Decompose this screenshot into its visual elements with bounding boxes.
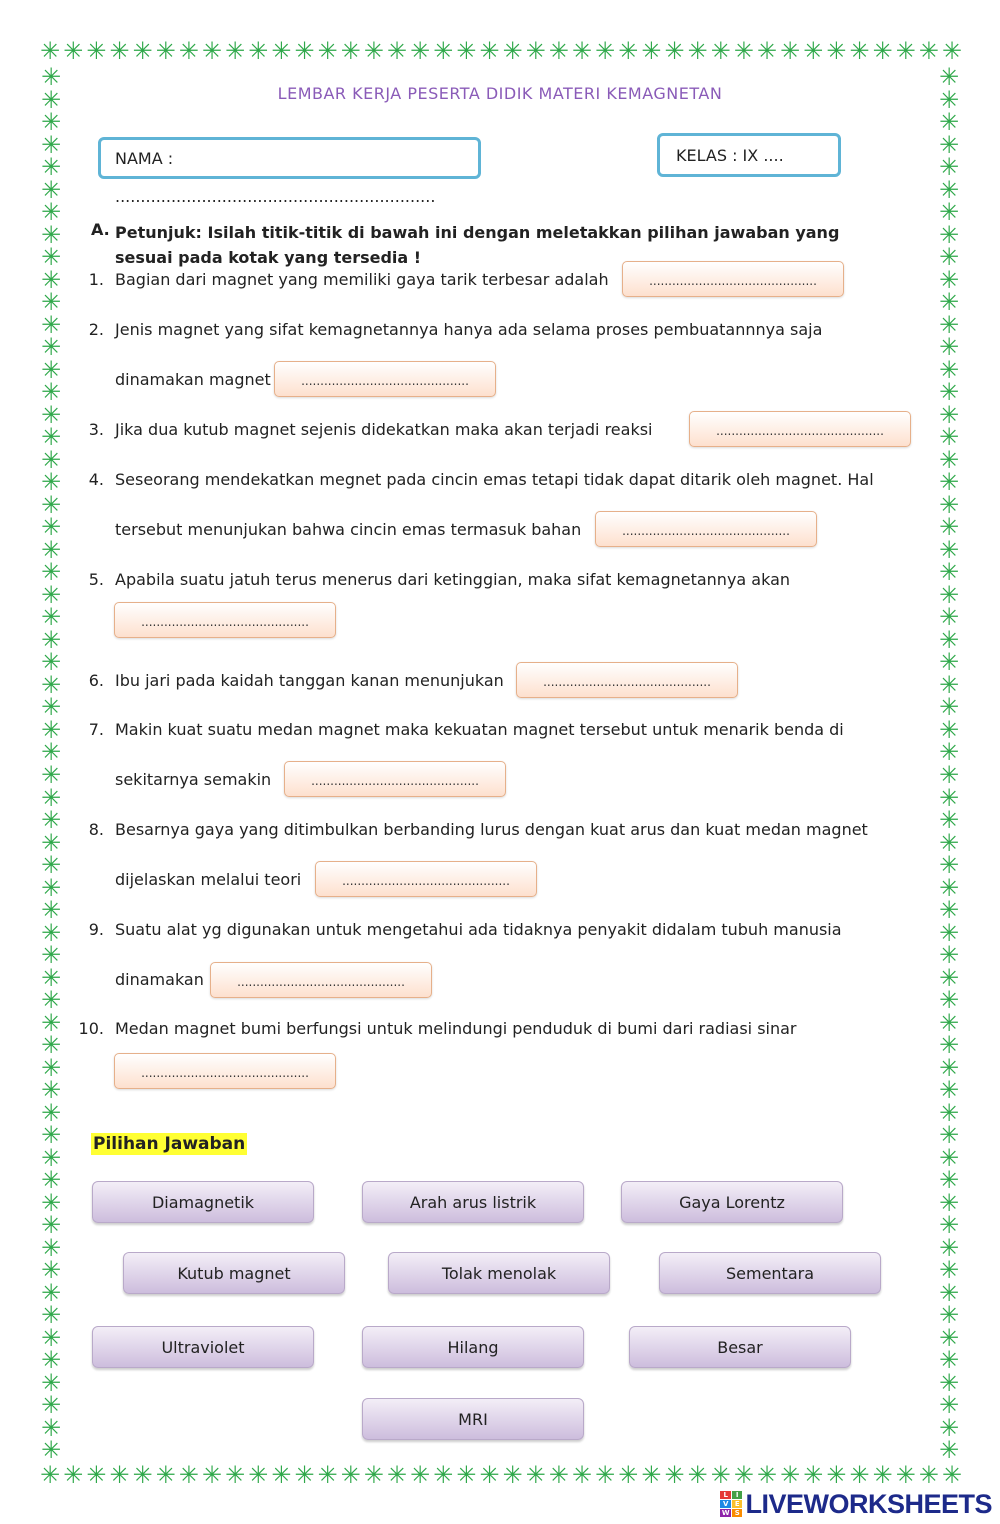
border-star-icon: ✳ xyxy=(40,265,62,294)
border-star-icon: ✳ xyxy=(363,1462,384,1488)
question-text: Suatu alat yg digunakan untuk mengetahui ada tidaknya penyakit didalam tubuh manusia xyxy=(115,920,842,939)
border-star-icon: ✳ xyxy=(40,1391,62,1420)
border-star-icon: ✳ xyxy=(938,378,960,407)
border-star-icon: ✳ xyxy=(872,38,893,64)
border-star-icon: ✳ xyxy=(938,783,960,812)
border-star-icon: ✳ xyxy=(548,1462,569,1488)
border-star-icon: ✳ xyxy=(938,153,960,182)
choice-chip[interactable]: Kutub magnet xyxy=(123,1252,345,1294)
border-star-icon: ✳ xyxy=(225,1462,246,1488)
border-star-icon: ✳ xyxy=(687,1462,708,1488)
border-star-icon: ✳ xyxy=(40,1233,62,1262)
border-star-icon: ✳ xyxy=(780,1462,801,1488)
border-star-icon: ✳ xyxy=(938,333,960,362)
question-text: Ibu jari pada kaidah tanggan kanan menunjukan xyxy=(115,671,504,690)
answer-box-4[interactable]: ............................................ xyxy=(595,511,817,547)
border-star-icon: ✳ xyxy=(40,220,62,249)
answer-box-8[interactable]: ............................................ xyxy=(315,861,537,897)
border-star-icon: ✳ xyxy=(938,400,960,429)
border-star-icon: ✳ xyxy=(938,288,960,317)
border-star-icon: ✳ xyxy=(86,1462,107,1488)
logo-tile: S xyxy=(732,1509,743,1517)
border-star-icon: ✳ xyxy=(918,38,939,64)
border-star-icon: ✳ xyxy=(40,1462,61,1488)
answer-box-6[interactable]: ............................................ xyxy=(516,662,738,698)
border-star-icon: ✳ xyxy=(178,38,199,64)
border-star-icon: ✳ xyxy=(40,783,62,812)
border-star-icon: ✳ xyxy=(938,1278,960,1307)
border-bottom xyxy=(40,1462,962,1488)
border-star-icon: ✳ xyxy=(40,400,62,429)
choice-chip[interactable]: Besar xyxy=(629,1326,851,1368)
border-star-icon: ✳ xyxy=(63,38,84,64)
border-star-icon: ✳ xyxy=(938,535,960,564)
border-star-icon: ✳ xyxy=(40,108,62,137)
question-text-continued: tersebut menunjukan bahwa cincin emas termasuk bahan xyxy=(115,520,582,539)
border-star-icon: ✳ xyxy=(40,648,62,677)
border-star-icon: ✳ xyxy=(40,1188,62,1217)
choices-heading: Pilihan Jawaban xyxy=(93,1134,246,1154)
border-star-icon: ✳ xyxy=(525,38,546,64)
border-star-icon: ✳ xyxy=(40,963,62,992)
border-star-icon: ✳ xyxy=(710,38,731,64)
border-star-icon: ✳ xyxy=(40,670,62,699)
border-star-icon: ✳ xyxy=(938,603,960,632)
question-number: 8. xyxy=(88,820,104,839)
border-star-icon: ✳ xyxy=(40,1008,62,1037)
border-star-icon: ✳ xyxy=(109,1462,130,1488)
question-text: Jika dua kutub magnet sejenis didekatkan maka akan terjadi reaksi xyxy=(115,420,653,439)
border-left xyxy=(38,66,64,1462)
question-text-continued: dinamakan xyxy=(115,970,204,989)
border-star-icon: ✳ xyxy=(938,941,960,970)
border-star-icon: ✳ xyxy=(938,66,960,91)
border-star-icon: ✳ xyxy=(938,1076,960,1105)
border-star-icon: ✳ xyxy=(941,1462,962,1488)
border-star-icon: ✳ xyxy=(641,38,662,64)
border-star-icon: ✳ xyxy=(248,38,269,64)
border-star-icon: ✳ xyxy=(664,1462,685,1488)
border-star-icon: ✳ xyxy=(40,513,62,542)
border-star-icon: ✳ xyxy=(618,38,639,64)
border-star-icon: ✳ xyxy=(618,1462,639,1488)
question-text: Makin kuat suatu medan magnet maka kekuatan magnet tersebut untuk menarik benda di xyxy=(115,720,844,739)
border-star-icon: ✳ xyxy=(317,38,338,64)
border-star-icon: ✳ xyxy=(225,38,246,64)
border-star-icon: ✳ xyxy=(479,38,500,64)
border-star-icon: ✳ xyxy=(938,806,960,835)
border-star-icon: ✳ xyxy=(938,1008,960,1037)
border-star-icon: ✳ xyxy=(938,423,960,452)
border-star-icon: ✳ xyxy=(248,1462,269,1488)
border-star-icon: ✳ xyxy=(938,310,960,339)
border-star-icon: ✳ xyxy=(40,941,62,970)
border-star-icon: ✳ xyxy=(40,1256,62,1285)
border-star-icon: ✳ xyxy=(938,828,960,857)
border-star-icon: ✳ xyxy=(938,1391,960,1420)
border-star-icon: ✳ xyxy=(132,38,153,64)
border-star-icon: ✳ xyxy=(938,1346,960,1375)
question-text: Seseorang mendekatkan megnet pada cincin emas tetapi tidak dapat ditarik oleh magnet. Hal xyxy=(115,470,874,489)
border-star-icon: ✳ xyxy=(386,1462,407,1488)
logo-tile: V xyxy=(720,1500,731,1508)
border-star-icon: ✳ xyxy=(40,333,62,362)
border-star-icon: ✳ xyxy=(40,1166,62,1195)
border-star-icon: ✳ xyxy=(756,38,777,64)
question-text: Besarnya gaya yang ditimbulkan berbanding lurus dengan kuat arus dan kuat medan magnet xyxy=(115,820,868,839)
instruction-label: A. xyxy=(91,220,110,239)
border-star-icon: ✳ xyxy=(201,38,222,64)
question-number: 2. xyxy=(88,320,104,339)
border-star-icon: ✳ xyxy=(40,851,62,880)
border-star-icon: ✳ xyxy=(664,38,685,64)
answer-box-2[interactable]: ............................................ xyxy=(274,361,496,397)
border-star-icon: ✳ xyxy=(40,490,62,519)
question-text: Bagian dari magnet yang memiliki gaya tarik terbesar adalah xyxy=(115,270,609,289)
border-star-icon: ✳ xyxy=(938,108,960,137)
border-star-icon: ✳ xyxy=(40,310,62,339)
border-star-icon: ✳ xyxy=(40,918,62,947)
border-star-icon: ✳ xyxy=(849,1462,870,1488)
border-star-icon: ✳ xyxy=(40,378,62,407)
question-number: 5. xyxy=(88,570,104,589)
border-star-icon: ✳ xyxy=(40,1098,62,1127)
border-star-icon: ✳ xyxy=(40,1031,62,1060)
border-star-icon: ✳ xyxy=(941,38,962,64)
border-star-icon: ✳ xyxy=(479,1462,500,1488)
border-star-icon: ✳ xyxy=(872,1462,893,1488)
border-star-icon: ✳ xyxy=(938,693,960,722)
border-star-icon: ✳ xyxy=(938,918,960,947)
choice-chip[interactable]: MRI xyxy=(362,1398,584,1440)
question-text: Jenis magnet yang sifat kemagnetannya hanya ada selama proses pembuatannnya saja xyxy=(115,320,823,339)
border-star-icon: ✳ xyxy=(40,896,62,925)
border-star-icon: ✳ xyxy=(938,1166,960,1195)
border-star-icon: ✳ xyxy=(710,1462,731,1488)
border-star-icon: ✳ xyxy=(938,198,960,227)
border-star-icon: ✳ xyxy=(938,1211,960,1240)
logo-tile: W xyxy=(721,1509,730,1517)
border-star-icon: ✳ xyxy=(938,1121,960,1150)
border-star-icon: ✳ xyxy=(86,38,107,64)
border-star-icon: ✳ xyxy=(386,38,407,64)
choice-chip[interactable]: Sementara xyxy=(659,1252,881,1294)
border-star-icon: ✳ xyxy=(938,490,960,519)
border-star-icon: ✳ xyxy=(317,1462,338,1488)
border-star-icon: ✳ xyxy=(938,1143,960,1172)
answer-box-3[interactable]: ............................................ xyxy=(689,411,911,447)
border-star-icon: ✳ xyxy=(40,130,62,159)
logo-tile: I xyxy=(732,1491,743,1499)
border-star-icon: ✳ xyxy=(938,175,960,204)
border-star-icon: ✳ xyxy=(40,243,62,272)
border-star-icon: ✳ xyxy=(40,153,62,182)
choice-chip[interactable]: Diamagnetik xyxy=(92,1181,314,1223)
border-star-icon: ✳ xyxy=(938,580,960,609)
instruction-text: Petunjuk: Isilah titik-titik di bawah ini dengan meletakkan pilihan jawaban yang sesuai pada kotak yang tersedia ! xyxy=(115,223,840,267)
answer-box-9[interactable]: ............................................ xyxy=(210,962,432,998)
border-star-icon: ✳ xyxy=(938,85,960,114)
border-star-icon: ✳ xyxy=(938,1053,960,1082)
border-star-icon: ✳ xyxy=(40,558,62,587)
border-star-icon: ✳ xyxy=(40,468,62,497)
border-star-icon: ✳ xyxy=(40,603,62,632)
border-star-icon: ✳ xyxy=(826,1462,847,1488)
kelas-field[interactable]: KELAS : IX .... xyxy=(657,133,841,177)
border-star-icon: ✳ xyxy=(40,1436,62,1462)
question-text-continued: dinamakan magnet xyxy=(115,370,271,389)
border-star-icon: ✳ xyxy=(40,66,62,91)
border-star-icon: ✳ xyxy=(938,896,960,925)
border-star-icon: ✳ xyxy=(938,1323,960,1352)
border-star-icon: ✳ xyxy=(40,288,62,317)
answer-box-10[interactable]: ............................................ xyxy=(114,1053,336,1089)
question-number: 7. xyxy=(88,720,104,739)
border-star-icon: ✳ xyxy=(294,1462,315,1488)
question-number: 9. xyxy=(88,920,104,939)
border-star-icon: ✳ xyxy=(40,1143,62,1172)
border-star-icon: ✳ xyxy=(40,986,62,1015)
border-star-icon: ✳ xyxy=(63,1462,84,1488)
border-star-icon: ✳ xyxy=(525,1462,546,1488)
border-star-icon: ✳ xyxy=(40,85,62,114)
border-star-icon: ✳ xyxy=(938,625,960,654)
border-star-icon: ✳ xyxy=(40,1323,62,1352)
border-star-icon: ✳ xyxy=(938,1413,960,1442)
border-star-icon: ✳ xyxy=(938,1368,960,1397)
border-star-icon: ✳ xyxy=(938,738,960,767)
border-star-icon: ✳ xyxy=(938,468,960,497)
border-star-icon: ✳ xyxy=(938,851,960,880)
border-star-icon: ✳ xyxy=(109,38,130,64)
border-star-icon: ✳ xyxy=(849,38,870,64)
border-star-icon: ✳ xyxy=(40,1346,62,1375)
border-star-icon: ✳ xyxy=(40,1076,62,1105)
border-star-icon: ✳ xyxy=(40,423,62,452)
question-number: 10. xyxy=(78,1019,104,1038)
border-star-icon: ✳ xyxy=(938,1301,960,1330)
border-star-icon: ✳ xyxy=(803,1462,824,1488)
border-star-icon: ✳ xyxy=(433,1462,454,1488)
question-text-continued: dijelaskan melalui teori xyxy=(115,870,302,889)
border-star-icon: ✳ xyxy=(433,38,454,64)
border-star-icon: ✳ xyxy=(410,1462,431,1488)
choice-chip[interactable]: Tolak menolak xyxy=(388,1252,610,1294)
border-star-icon: ✳ xyxy=(938,558,960,587)
question-number: 1. xyxy=(88,270,104,289)
question-text: Medan magnet bumi berfungsi untuk melindungi penduduk di bumi dari radiasi sinar xyxy=(115,1019,797,1038)
border-star-icon: ✳ xyxy=(938,445,960,474)
border-star-icon: ✳ xyxy=(938,265,960,294)
border-star-icon: ✳ xyxy=(40,1053,62,1082)
border-star-icon: ✳ xyxy=(178,1462,199,1488)
border-star-icon: ✳ xyxy=(502,1462,523,1488)
border-star-icon: ✳ xyxy=(733,1462,754,1488)
border-star-icon: ✳ xyxy=(40,535,62,564)
border-star-icon: ✳ xyxy=(826,38,847,64)
choice-chip[interactable]: Arah arus listrik xyxy=(362,1181,584,1223)
border-star-icon: ✳ xyxy=(40,828,62,857)
border-star-icon: ✳ xyxy=(40,715,62,744)
answer-box-1[interactable]: ............................................ xyxy=(622,261,844,297)
logo-tile: L xyxy=(720,1491,731,1499)
border-star-icon: ✳ xyxy=(456,38,477,64)
border-star-icon: ✳ xyxy=(294,38,315,64)
border-star-icon: ✳ xyxy=(938,760,960,789)
logo-tile: E xyxy=(732,1500,743,1508)
border-star-icon: ✳ xyxy=(895,1462,916,1488)
border-star-icon: ✳ xyxy=(40,580,62,609)
answer-box-7[interactable]: ............................................ xyxy=(284,761,506,797)
border-star-icon: ✳ xyxy=(780,38,801,64)
border-star-icon: ✳ xyxy=(595,38,616,64)
logo-text: LIVEWORKSHEETS xyxy=(745,1488,992,1519)
border-star-icon: ✳ xyxy=(687,38,708,64)
border-star-icon: ✳ xyxy=(340,38,361,64)
border-star-icon: ✳ xyxy=(40,198,62,227)
border-star-icon: ✳ xyxy=(40,175,62,204)
border-star-icon: ✳ xyxy=(895,38,916,64)
border-star-icon: ✳ xyxy=(40,355,62,384)
border-star-icon: ✳ xyxy=(938,648,960,677)
border-star-icon: ✳ xyxy=(40,38,61,64)
border-star-icon: ✳ xyxy=(40,738,62,767)
question-number: 4. xyxy=(88,470,104,489)
border-star-icon: ✳ xyxy=(155,1462,176,1488)
border-star-icon: ✳ xyxy=(938,1098,960,1127)
border-star-icon: ✳ xyxy=(40,625,62,654)
border-right xyxy=(936,66,962,1462)
choice-chip[interactable]: Hilang xyxy=(362,1326,584,1368)
border-star-icon: ✳ xyxy=(938,243,960,272)
page-title: LEMBAR KERJA PESERTA DIDIK MATERI KEMAGNETAN xyxy=(277,84,723,103)
border-star-icon: ✳ xyxy=(40,1368,62,1397)
border-star-icon: ✳ xyxy=(571,38,592,64)
answer-box-5[interactable]: ............................................ xyxy=(114,602,336,638)
question-number: 6. xyxy=(88,671,104,690)
border-star-icon: ✳ xyxy=(938,963,960,992)
border-star-icon: ✳ xyxy=(938,1031,960,1060)
border-star-icon: ✳ xyxy=(271,38,292,64)
border-star-icon: ✳ xyxy=(363,38,384,64)
border-star-icon: ✳ xyxy=(155,38,176,64)
border-star-icon: ✳ xyxy=(733,38,754,64)
border-star-icon: ✳ xyxy=(40,445,62,474)
border-star-icon: ✳ xyxy=(271,1462,292,1488)
border-star-icon: ✳ xyxy=(938,1436,960,1462)
border-star-icon: ✳ xyxy=(548,38,569,64)
border-star-icon: ✳ xyxy=(595,1462,616,1488)
border-star-icon: ✳ xyxy=(938,986,960,1015)
border-star-icon: ✳ xyxy=(938,670,960,699)
border-star-icon: ✳ xyxy=(938,1233,960,1262)
border-star-icon: ✳ xyxy=(803,38,824,64)
border-star-icon: ✳ xyxy=(340,1462,361,1488)
question-text: Apabila suatu jatuh terus menerus dari ketinggian, maka sifat kemagnetannya akan xyxy=(115,570,791,589)
border-star-icon: ✳ xyxy=(40,1121,62,1150)
logo-mark-icon xyxy=(720,1491,742,1517)
border-star-icon: ✳ xyxy=(938,355,960,384)
border-star-icon: ✳ xyxy=(201,1462,222,1488)
border-star-icon: ✳ xyxy=(938,873,960,902)
border-top xyxy=(40,38,962,64)
border-star-icon: ✳ xyxy=(410,38,431,64)
border-star-icon: ✳ xyxy=(571,1462,592,1488)
question-text-continued: sekitarnya semakin xyxy=(115,770,272,789)
border-star-icon: ✳ xyxy=(40,1301,62,1330)
border-star-icon: ✳ xyxy=(502,38,523,64)
border-star-icon: ✳ xyxy=(938,1188,960,1217)
border-star-icon: ✳ xyxy=(40,1413,62,1442)
border-star-icon: ✳ xyxy=(40,1278,62,1307)
border-star-icon: ✳ xyxy=(938,513,960,542)
border-star-icon: ✳ xyxy=(938,220,960,249)
border-star-icon: ✳ xyxy=(40,1211,62,1240)
choice-chip[interactable]: Ultraviolet xyxy=(92,1326,314,1368)
border-star-icon: ✳ xyxy=(938,130,960,159)
border-star-icon: ✳ xyxy=(938,715,960,744)
border-star-icon: ✳ xyxy=(918,1462,939,1488)
border-star-icon: ✳ xyxy=(40,806,62,835)
name-field[interactable]: NAMA : ............................................................... xyxy=(98,137,481,179)
border-star-icon: ✳ xyxy=(641,1462,662,1488)
liveworksheets-logo[interactable] xyxy=(720,1488,992,1520)
border-star-icon: ✳ xyxy=(40,693,62,722)
choice-chip[interactable]: Gaya Lorentz xyxy=(621,1181,843,1223)
border-star-icon: ✳ xyxy=(938,1256,960,1285)
border-star-icon: ✳ xyxy=(40,873,62,902)
border-star-icon: ✳ xyxy=(756,1462,777,1488)
question-number: 3. xyxy=(88,420,104,439)
border-star-icon: ✳ xyxy=(132,1462,153,1488)
border-star-icon: ✳ xyxy=(40,760,62,789)
border-star-icon: ✳ xyxy=(456,1462,477,1488)
